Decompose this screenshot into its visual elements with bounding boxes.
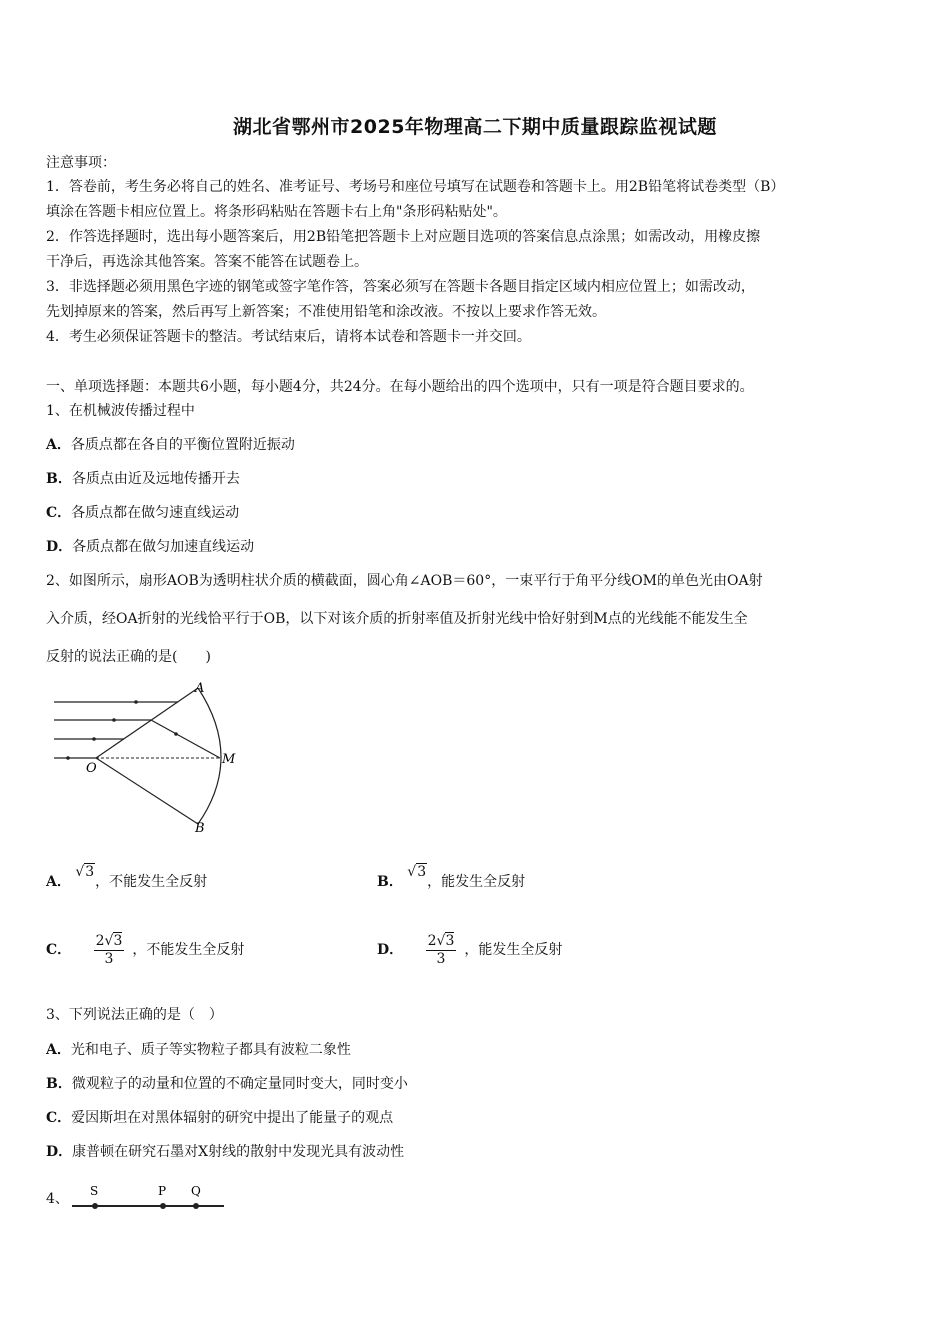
- option-text: 爱因斯坦在对黑体辐射的研究中提出了能量子的观点: [71, 1110, 394, 1126]
- option-text: ，能发生全反射: [427, 874, 526, 890]
- edge-ob: [96, 758, 198, 824]
- radicand: 3: [417, 864, 427, 880]
- label-m: M: [222, 752, 236, 767]
- q1-option-c: [46, 504, 239, 522]
- label-p: P: [158, 1184, 167, 1198]
- section-heading: 一、单项选择题：本题共6小题，每小题4分，共24分。在每小题给出的四个选项中，只有一项是符合题目要求的。: [46, 379, 754, 395]
- option-label: D．: [46, 1144, 73, 1160]
- option-label: C．: [46, 1110, 72, 1126]
- q2-option-a: [46, 864, 208, 896]
- q2-sector-diagram: [48, 676, 238, 838]
- label-q: Q: [191, 1184, 201, 1198]
- label-b: B: [195, 821, 205, 836]
- q2-option-c: [46, 928, 244, 972]
- option-label: B．: [46, 1076, 72, 1092]
- option-text: 各质点都在做匀速直线运动: [71, 505, 240, 521]
- option-label: A．: [46, 874, 71, 890]
- q2-option-b: [377, 864, 526, 896]
- option-text: 光和电子、质子等实物粒子都具有波粒二象性: [70, 1042, 351, 1058]
- option-label: A．: [46, 437, 71, 453]
- radicand: 3: [445, 932, 455, 949]
- q1-option-a: [46, 436, 295, 454]
- label-a: A: [195, 681, 205, 696]
- option-text: ，能发生全反射: [464, 942, 563, 958]
- notice-line-6: 先划掉原来的答案，然后再写上新答案；不准使用铅笔和涂改液。不按以上要求作答无效。: [46, 304, 606, 320]
- q2-stem-line-2: 入介质，经OA折射的光线恰平行于OB，以下对该介质的折射率值及折射光线中恰好射到M点的光线能不能发生全: [46, 611, 748, 627]
- coefficient: 2: [95, 932, 105, 949]
- q1-stem: 1、在机械波传播过程中: [46, 403, 195, 419]
- q2-stem-line-3: 反射的说法正确的是( ): [46, 649, 211, 665]
- notice-line-5: 3．非选择题必须用黑色字迹的钢笔或签字笔作答，答案必须写在答题卡各题目指定区域内相应位置上；如需改动，: [46, 279, 755, 295]
- q3-option-a: [46, 1041, 351, 1059]
- fraction-numerator: 2√3: [95, 932, 123, 949]
- fraction-numerator: 2√3: [427, 932, 455, 949]
- fraction-denominator: 3: [104, 950, 114, 967]
- point-s: [92, 1203, 98, 1209]
- option-text: ，不能发生全反射: [95, 874, 208, 890]
- option-text: 微观粒子的动量和位置的不确定量同时变大，同时变小: [71, 1076, 408, 1092]
- option-label: D．: [46, 539, 73, 555]
- radicand: 3: [85, 864, 95, 880]
- q3-option-c: [46, 1109, 393, 1127]
- ray-arrow-dot: [174, 732, 178, 736]
- option-label: C．: [46, 505, 72, 521]
- refracted-ray: [151, 720, 220, 758]
- q1-option-d: [46, 538, 254, 556]
- ray-arrow-dot: [112, 718, 116, 722]
- q4-stem: 4、: [46, 1191, 69, 1207]
- notice-line-1: 1．答卷前，考生务必将自己的姓名、准考证号、考场号和座位号填写在试题卷和答题卡上。用2B铅笔将试卷类型（B）: [46, 179, 785, 195]
- notice-line-2: 填涂在答题卡相应位置上。将条形码粘贴在答题卡右上角"条形码粘贴处"。: [46, 204, 507, 220]
- sqrt-expression: √3: [407, 864, 427, 880]
- option-label: C．: [46, 942, 72, 958]
- label-o: O: [86, 761, 97, 776]
- option-text: 康普顿在研究石墨对X射线的散射中发现光具有波动性: [72, 1144, 405, 1160]
- label-s: S: [90, 1184, 99, 1198]
- coefficient: 2: [427, 932, 437, 949]
- option-text: ，不能发生全反射: [132, 942, 245, 958]
- fraction: [426, 933, 457, 968]
- q3-option-d: [46, 1143, 404, 1161]
- sqrt-expression: √3: [75, 864, 95, 880]
- option-label: B．: [377, 874, 403, 890]
- option-label: D．: [377, 942, 404, 958]
- option-label: A．: [46, 1042, 71, 1058]
- point-p: [160, 1203, 166, 1209]
- q2-option-d: [377, 928, 562, 972]
- point-q: [193, 1203, 199, 1209]
- fraction-denominator: 3: [436, 950, 446, 967]
- radicand: 3: [113, 932, 123, 949]
- option-text: 各质点由近及远地传播开去: [71, 471, 240, 487]
- ray-arrow-dot: [134, 700, 138, 704]
- q1-option-b: [46, 470, 240, 488]
- page-title: 湖北省鄂州市2025年物理高二下期中质量跟踪监视试题: [233, 116, 717, 138]
- q3-stem: 3、下列说法正确的是（ ）: [46, 1007, 223, 1023]
- ray-arrow-dot: [66, 756, 70, 760]
- q2-stem-line-1: 2、如图所示，扇形AOB为透明柱状介质的横截面，圆心角∠AOB＝60°，一束平行于角平分线OM的单色光由OA射: [46, 573, 763, 589]
- notice-line-7: 4．考生必须保证答题卡的整洁。考试结束后，请将本试卷和答题卡一并交回。: [46, 329, 531, 345]
- q4-wave-diagram: [68, 1180, 228, 1216]
- option-text: 各质点都在各自的平衡位置附近振动: [70, 437, 295, 453]
- ray-arrow-dot: [92, 737, 96, 741]
- option-text: 各质点都在做匀加速直线运动: [72, 539, 255, 555]
- notice-line-3: 2．作答选择题时，选出每小题答案后，用2B铅笔把答题卡上对应题目选项的答案信息点涂黑；如需改动，用橡皮擦: [46, 229, 761, 245]
- q3-option-b: [46, 1075, 408, 1093]
- notice-line-4: 干净后，再选涂其他答案。答案不能答在试题卷上。: [46, 254, 368, 270]
- fraction: [94, 933, 125, 968]
- option-label: B．: [46, 471, 72, 487]
- notice-heading: 注意事项：: [46, 155, 116, 171]
- edge-oa: [96, 688, 198, 758]
